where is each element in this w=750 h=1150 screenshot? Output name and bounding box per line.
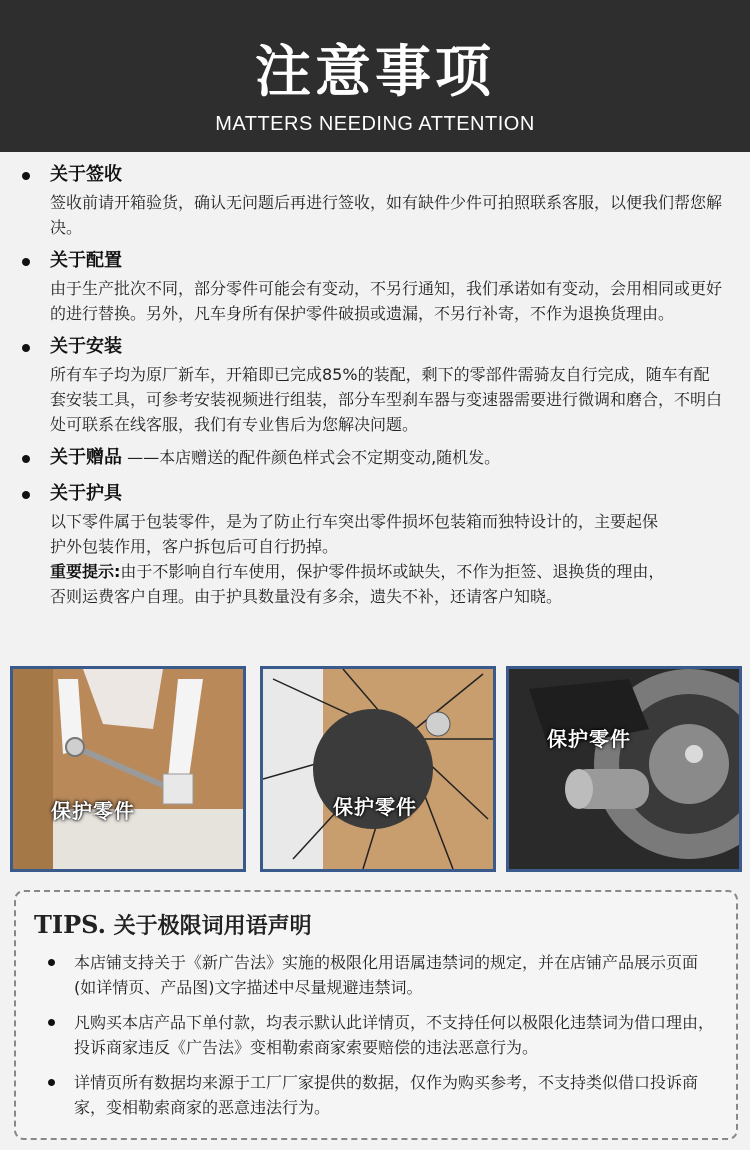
bullet-dot bbox=[22, 172, 30, 180]
section-text: 所有车子均为原厂新车，开箱即已完成85%的装配，剩下的零部件需骑友自行完成，随车有配套安装工具，可参考安装视频进行组装，部分车型刹车器与变速器需要进行微调和磨合，不明白处可联系在线客服，我们有专业售后为您解决问题。 bbox=[50, 365, 723, 434]
section-title: 关于赠品 bbox=[50, 447, 122, 468]
section-installation bbox=[18, 332, 730, 437]
fork-guard-photo bbox=[10, 666, 246, 872]
section-text: 以下零件属于包装零件，是为了防止行车突出零件损坏包装箱而独特设计的，主要起保护外包装作用，客户拆包后可自行扔掉。 bbox=[50, 512, 659, 556]
tips-title-text: 关于极限词用语声明 bbox=[105, 914, 312, 939]
tips-box bbox=[14, 890, 738, 1140]
photo-label: 保护零件 bbox=[547, 727, 631, 751]
bullet-dot bbox=[22, 455, 30, 463]
tip-text: 详情页所有数据均来源于工厂厂家提供的数据，仅作为购买参考，不支持类似借口投诉商家，变相勒索商家的恶意违法行为。 bbox=[74, 1073, 699, 1117]
bullet-dot bbox=[48, 959, 55, 966]
section-text: 签收前请开箱验货，确认无问题后再进行签收，如有缺件少件可拍照联系客服，以便我们帮您解决。 bbox=[50, 193, 723, 237]
tip-item bbox=[34, 1010, 718, 1060]
tips-word: TIPS. bbox=[34, 910, 106, 939]
bullet-dot bbox=[48, 1019, 55, 1026]
section-title: 关于安装 bbox=[50, 336, 122, 357]
axle-cap-guard-photo bbox=[506, 666, 742, 872]
important-note bbox=[50, 559, 730, 609]
section-gifts bbox=[18, 443, 730, 473]
section-title: 关于签收 bbox=[50, 164, 122, 185]
page-title: 注意事项 bbox=[255, 40, 495, 105]
tip-text: 凡购买本店产品下单付款，均表示默认此详情页，不支持任何以极限化违禁词为借口理由，投诉商家违反《广告法》变相勒索商家索要赔偿的违法恶意行为。 bbox=[74, 1013, 715, 1057]
tip-text: 本店铺支持关于《新广告法》实施的极限化用语属违禁词的规定，并在店铺产品展示页面(如详情页、产品图)文字描述中尽量规避违禁词。 bbox=[74, 953, 699, 997]
notice-list bbox=[0, 160, 750, 615]
section-protectors bbox=[18, 479, 730, 609]
important-note-text: 由于不影响自行车使用，保护零件损坏或缺失，不作为拒签、退换货的理由，否则运费客户自理。由于护具数量没有多余，遗失不补，还请客户知晓。 bbox=[50, 562, 665, 606]
important-note-label: 重要提示: bbox=[50, 562, 121, 581]
bullet-dot bbox=[22, 258, 30, 266]
section-signing bbox=[18, 160, 730, 240]
tip-item bbox=[34, 950, 718, 1000]
bullet-dot bbox=[22, 491, 30, 499]
section-text: ——本店赠送的配件颜色样式会不定期变动,随机发。 bbox=[122, 448, 501, 467]
protector-photos bbox=[10, 666, 742, 872]
section-configuration bbox=[18, 246, 730, 326]
page-subtitle: MATTERS NEEDING ATTENTION bbox=[215, 113, 535, 135]
photo-label: 保护零件 bbox=[51, 799, 135, 823]
page-header bbox=[0, 0, 750, 152]
section-title: 关于护具 bbox=[50, 483, 122, 504]
photo-label: 保护零件 bbox=[333, 795, 417, 819]
bullet-dot bbox=[22, 344, 30, 352]
section-title: 关于配置 bbox=[50, 250, 122, 271]
tips-title bbox=[34, 910, 718, 942]
tip-item bbox=[34, 1070, 718, 1120]
bullet-dot bbox=[48, 1079, 55, 1086]
section-text: 由于生产批次不同，部分零件可能会有变动，不另行通知，我们承诺如有变动，会用相同或更好的进行替换。另外，凡车身所有保护零件破损或遗漏，不另行补寄，不作为退换货理由。 bbox=[50, 279, 723, 323]
wheel-disc-guard-photo bbox=[260, 666, 496, 872]
